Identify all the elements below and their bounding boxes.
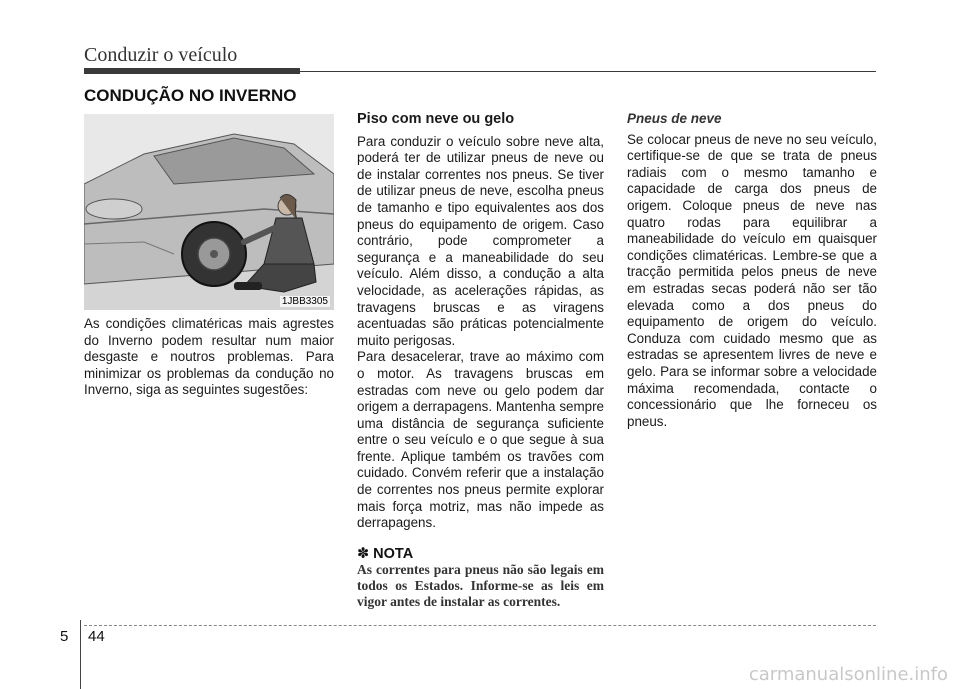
paragraph-snow-tires: Se colocar pneus de neve no seu veículo, certifique-se de que se trata de pneus radiais com o mesmo tamanho e capacidade de carga dos pneus de origem. Coloque pneus de neve nas quatro rodas para equilibrar a maneabilidade do veículo em quaisquer condições climatéricas. Lembre-se que a tracção permitida pelos pneus de neve em estradas secas poderá não ser tão elevada como a dos pneus do equipamento de origem do veículo. Conduza com cuidado mesmo que as estradas se apresentem livres de neve e gelo. Para se informar sobre a velocidade máxima recomendada, contacte o concessionário que lhe forneceu os pneus. (627, 131, 877, 429)
intro-paragraph: As condições climatéricas mais agrestes do Inverno podem resultar num maior desgaste e noutros problemas. Para minimizar os problemas da condução no Inverno, siga as seguintes sugestões: (84, 316, 334, 398)
watermark: carmanualsonline.info (748, 664, 948, 685)
note-heading: ✽ NOTA (357, 545, 414, 562)
page-number-separator (80, 620, 81, 689)
paragraph-snow-ice-1: Para conduzir o veículo sobre neve alta, poderá ter de utilizar pneus de neve ou de instalar correntes nos pneus. Se tiver de utilizar pneus de neve, escolha pneus de tamanho e tipo equivalentes aos dos pneus do equipamento de origem. Caso contrário, pode comprometer a segurança e a maneabilidade do seu veículo. Além disso, a condução a alta velocidade, as acelerações rápidas, as travagens bruscas e as viragens acentuadas são práticas potencialmente muito perigosas. (357, 133, 604, 348)
car-illustration-svg (84, 114, 334, 310)
chapter-title: Conduzir o veículo (84, 44, 238, 66)
column-left (84, 316, 334, 399)
car-tire-chain-illustration (84, 114, 334, 310)
header-rule (300, 71, 876, 72)
subheading-snow-ice: Piso com neve ou gelo (357, 111, 515, 127)
header-bar (84, 68, 300, 74)
subheading-snow-tires: Pneus de neve (627, 111, 722, 126)
page-number: 44 (88, 628, 105, 645)
column-middle (357, 111, 604, 610)
chapter-number: 5 (60, 628, 69, 645)
note-text: As correntes para pneus não são legais em todos os Estados. Informe-se as leis em vigor antes de instalar as correntes. (357, 562, 604, 610)
footer-rule (84, 625, 876, 626)
paragraph-snow-ice-2: Para desacelerar, trave ao máximo com o motor. As travagens bruscas em estradas com neve ou gelo podem dar origem a derrapagens. Mantenha sempre uma distância de segurança suficiente entre o seu veículo e o que segue à sua frente. Aplique também os travões com cuidado. Convém referir que a instalação de correntes nos pneus permite explorar mais força motriz, mas não impede as derrapagens. (357, 349, 604, 531)
figure-code: 1JBB3305 (281, 296, 328, 307)
section-title: CONDUÇÃO NO INVERNO (84, 86, 297, 105)
column-right (627, 111, 877, 430)
